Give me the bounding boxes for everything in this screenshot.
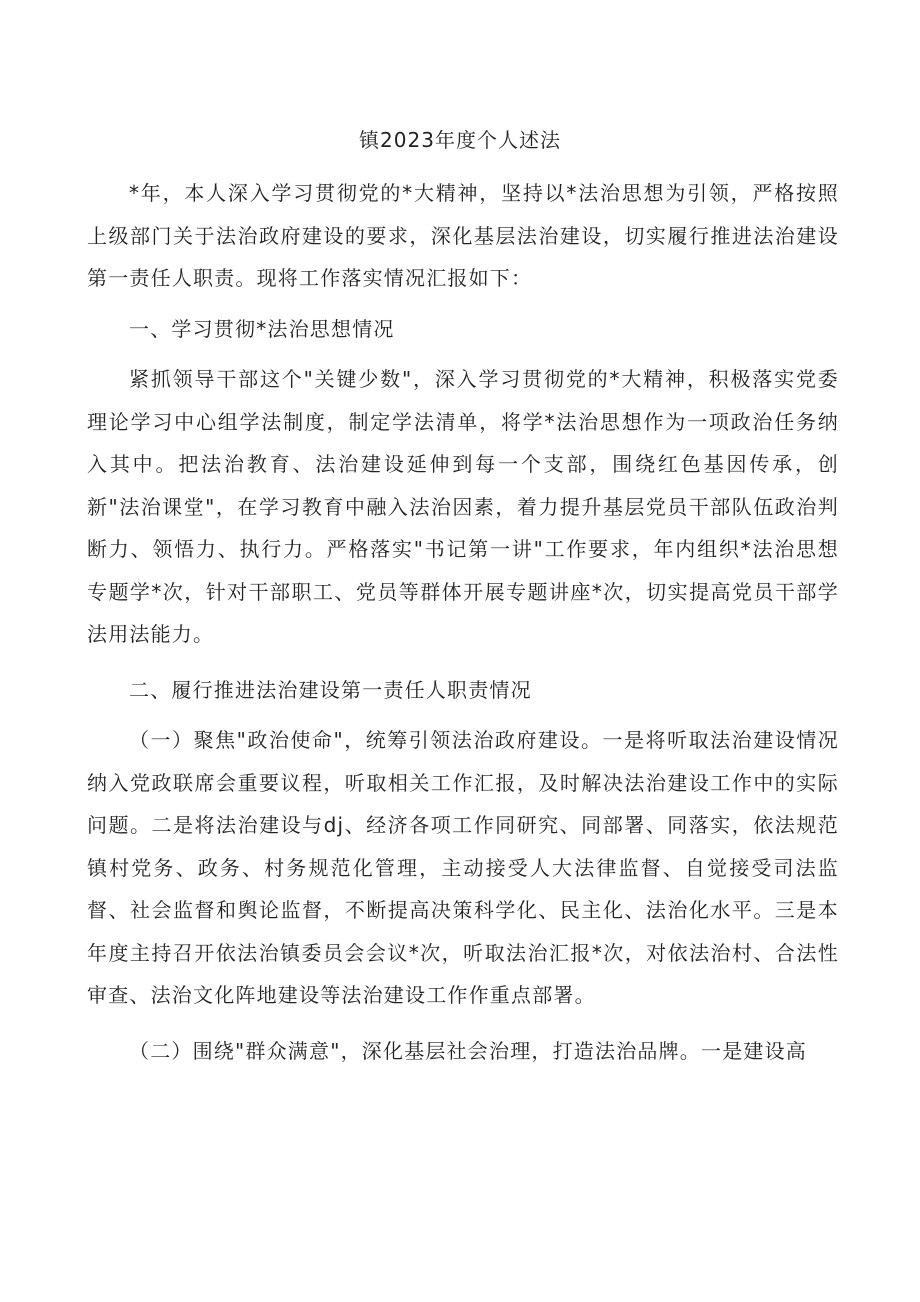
document-title: 镇2023年度个人述法 xyxy=(359,128,561,152)
section-1-paragraph: 紧抓领导干部这个"关键少数"，深入学习贯彻党的*大精神，积极落实党委理论学习中心组学法制度，制定学法清单，将学*法治思想作为一项政治任务纳入其中。把法治教育、法治建设延伸到每一个支部，围绕红色基因传承，创新"法治课堂"，在学习教育中融入法治因素，着力提升基层党员干部队伍政治判断力、领悟力、执行力。严格落实"书记第一讲"工作要求，年内组织*法治思想专题学*次，针对干部职工、党员等群体开展专题讲座*次，切实提高党员干部学法用法能力。 xyxy=(87,367,839,646)
intro-paragraph: *年，本人深入学习贯彻党的*大精神，坚持以*法治思想为引领，严格按照上级部门关于法治政府建设的要求，深化基层法治建设，切实履行推进法治建设第一责任人职责。现将工作落实情况汇报如下： xyxy=(87,181,839,290)
section-1-heading: 一、学习贯彻*法治思想情况 xyxy=(129,316,395,341)
document-body xyxy=(87,172,839,1072)
section-2-paragraph-2: （二）围绕"群众满意"，深化基层社会治理，打造法治品牌。一是建设高 xyxy=(129,1038,807,1063)
section-2-paragraph-1: （一）聚焦"政治使命"，统筹引领法治政府建设。一是将听取法治建设情况纳入党政联席会重要议程，听取相关工作汇报，及时解决法治建设工作中的实际问题。二是将法治建设与dj、经济各项工作同研究、同部署、同落实，依法规范镇村党务、政务、村务规范化管理，主动接受人大法律监督、自觉接受司法监督、社会监督和舆论监督，不断提高决策科学化、民主化、法治化水平。三是本年度主持召开依法治镇委员会会议*次，听取法治汇报*次，对依法治村、合法性审查、法治文化阵地建设等法治建设工作作重点部署。 xyxy=(87,728,839,1007)
section-2-heading: 二、履行推进法治建设第一责任人职责情况 xyxy=(129,677,532,702)
